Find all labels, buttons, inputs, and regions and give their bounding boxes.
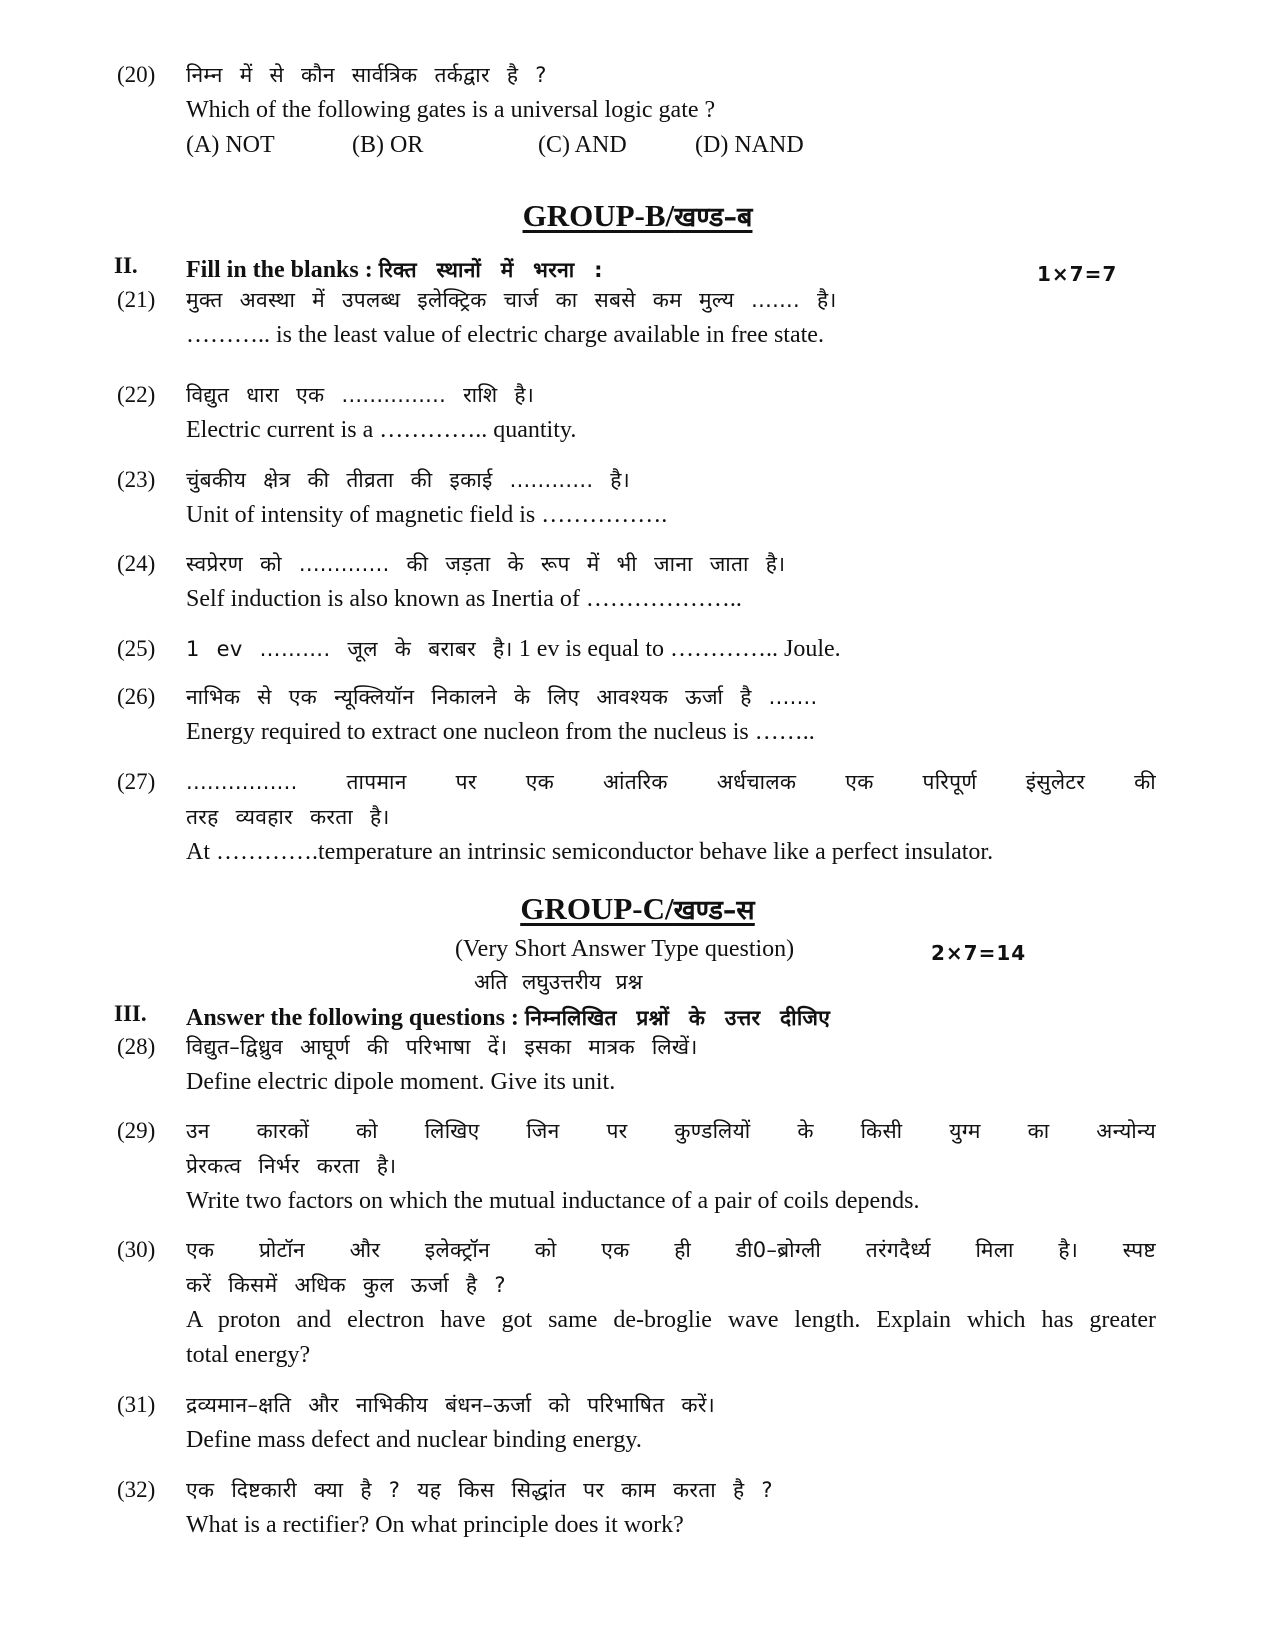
question-32 <box>117 1473 1157 1543</box>
question-text-hindi: एक प्रोटॉन और इलेक्ट्रॉन को एक ही डी0–ब्रोग्ली तरंगदैर्ध्य मिला है। स्पष्ट <box>186 1238 1156 1262</box>
question-text-hindi: चुंबकीय क्षेत्र की तीव्रता की इकाई ............ है। <box>186 468 630 492</box>
question-31 <box>117 1388 1157 1458</box>
question-text-english: What is a rectifier? On what principle does it work? <box>186 1512 684 1538</box>
option-c: (C) AND <box>538 132 627 158</box>
question-text-english: Write two factors on which the mutual inductance of a pair of coils depends. <box>186 1188 920 1214</box>
question-text-hindi: ................ तापमान पर एक आंतरिक अर्धचालक एक परिपूर्ण इंसुलेटर की <box>186 770 1156 794</box>
question-29 <box>117 1114 1157 1219</box>
group-c-subtitle-hindi: अति लघुउत्तरीय प्रश्न <box>474 970 643 994</box>
question-26 <box>117 680 1157 750</box>
question-text-english: Self induction is also known as Inertia of ……………….. <box>186 586 742 612</box>
question-number: (31) <box>117 1392 156 1417</box>
option-a: (A) NOT <box>186 132 275 158</box>
marks-label: 1×7=7 <box>1037 262 1118 286</box>
question-number: (24) <box>117 551 156 576</box>
question-27 <box>117 765 1157 870</box>
marks-label: 2×7=14 <box>931 941 1027 965</box>
question-23 <box>117 463 1157 533</box>
question-text-hindi: नाभिक से एक न्यूक्लियॉन निकालने के लिए आवश्यक ऊर्जा है ....... <box>186 685 818 709</box>
question-number: (27) <box>117 769 156 794</box>
question-text-hindi: निम्न में से कौन सार्वत्रिक तर्कद्वार है ? <box>186 63 547 87</box>
section-instruction-english: Fill in the blanks : <box>186 257 379 283</box>
question-number: (26) <box>117 684 156 709</box>
option-d: (D) NAND <box>695 132 804 158</box>
question-text-english: A proton and electron have got same de-broglie wave length. Explain which has greater <box>186 1307 1156 1333</box>
question-20 <box>117 58 1157 163</box>
section-number: II. <box>114 253 138 278</box>
question-text-hindi-cont: तरह व्यवहार करता है। <box>186 805 390 829</box>
question-24 <box>117 547 1157 617</box>
question-text-hindi: मुक्त अवस्था में उपलब्ध इलेक्ट्रिक चार्ज का सबसे कम मुल्य ....... है। <box>186 288 837 312</box>
question-25 <box>117 632 1157 667</box>
question-text-english: Define electric dipole moment. Give its unit. <box>186 1069 616 1095</box>
question-text-english: ……….. is the least value of electric charge available in free state. <box>186 322 824 348</box>
question-text-english-cont: total energy? <box>186 1342 311 1368</box>
question-text-english: Define mass defect and nuclear binding energy. <box>186 1427 642 1453</box>
question-number: (30) <box>117 1237 156 1262</box>
group-c-title: GROUP-C/ <box>520 891 674 926</box>
question-text-hindi-cont: प्रेरकत्व निर्भर करता है। <box>186 1154 397 1178</box>
answer-options <box>186 128 1157 163</box>
question-number: (20) <box>117 62 156 87</box>
question-22 <box>117 378 1157 448</box>
question-text-hindi: विद्युत धारा एक ............... राशि है। <box>186 383 535 407</box>
question-number: (23) <box>117 467 156 492</box>
question-text-hindi-cont: करें किसमें अधिक कुल ऊर्जा है ? <box>186 1273 506 1297</box>
question-number: (28) <box>117 1034 156 1059</box>
group-c-subtitle: (Very Short Answer Type question) <box>455 936 795 962</box>
question-text-hindi: स्वप्रेरण को ............. की जड़ता के रूप में भी जाना जाता है। <box>186 552 786 576</box>
section-instruction-hindi: निम्नलिखित प्रश्नों के उत्तर दीजिए <box>524 1006 831 1030</box>
question-text-hindi: द्रव्यमान–क्षति और नाभिकीय बंधन–ऊर्जा को परिभाषित करें। <box>186 1393 716 1417</box>
question-text-hindi: उन कारकों को लिखिए जिन पर कुण्डलियों के किसी युग्म का अन्योन्य <box>186 1119 1156 1143</box>
question-text-english: Energy required to extract one nucleon from the nucleus is …….. <box>186 719 815 745</box>
question-text-english: At ………….temperature an intrinsic semiconductor behave like a perfect insulator. <box>186 839 994 865</box>
question-text-english: Electric current is a ………….. quantity. <box>186 417 577 443</box>
question-text-english: Which of the following gates is a universal logic gate ? <box>186 97 716 123</box>
question-text-hindi: एक दिष्टकारी क्या है ? यह किस सिद्धांत पर काम करता है ? <box>186 1478 773 1502</box>
group-b-heading <box>0 197 1275 234</box>
section-instruction-english: Answer the following questions : <box>186 1005 525 1031</box>
question-28 <box>117 1030 1157 1100</box>
group-c-heading <box>0 890 1275 927</box>
section-instruction-hindi: रिक्त स्थानों में भरना : <box>378 258 603 282</box>
question-21 <box>117 283 1157 353</box>
group-b-title-hindi: खण्ड–ब <box>674 202 753 233</box>
question-text-hindi: विद्युत–द्विध्रुव आघूर्ण की परिभाषा दें। इसका मात्रक लिखें। <box>186 1035 698 1059</box>
group-b-title: GROUP-B/ <box>522 198 675 233</box>
question-number: (32) <box>117 1477 156 1502</box>
question-number: (29) <box>117 1118 156 1143</box>
question-text-english: Unit of intensity of magnetic field is ……………. <box>186 502 668 528</box>
question-30 <box>117 1233 1157 1373</box>
question-text-hindi: 1 ev ………. जूल के बराबर है। <box>186 637 513 661</box>
section-number: III. <box>114 1001 147 1026</box>
option-b: (B) OR <box>352 132 424 158</box>
question-number: (25) <box>117 636 156 661</box>
question-number: (22) <box>117 382 156 407</box>
question-number: (21) <box>117 287 156 312</box>
group-c-title-hindi: खण्ड–स <box>673 895 755 926</box>
question-text-english: 1 ev is equal to ………….. Joule. <box>512 636 841 662</box>
